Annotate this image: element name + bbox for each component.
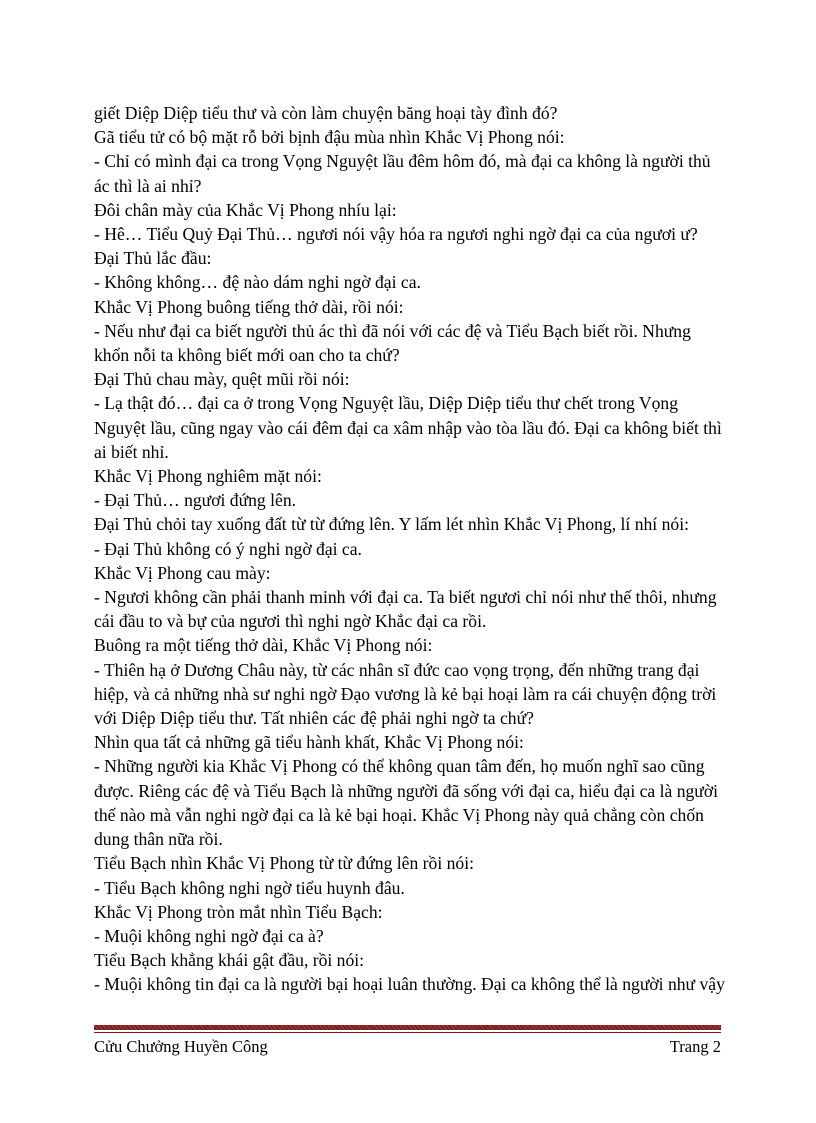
body-line: - Đại Thủ… ngươi đứng lên. <box>94 490 297 511</box>
body-line: với Diệp Diệp tiểu thư. Tất nhiên các đệ phải nghi ngờ ta chứ? <box>94 708 534 729</box>
footer-page-number: Trang 2 <box>669 1037 721 1056</box>
body-line: ác thì là ai nhỉ? <box>94 175 202 196</box>
body-line: - Tiểu Bạch không nghi ngờ tiểu huynh đâu. <box>94 877 405 898</box>
body-line: Nhìn qua tất cả những gã tiểu hành khất, Khắc Vị Phong nói: <box>94 732 524 753</box>
body-line: Tiểu Bạch nhìn Khắc Vị Phong từ từ đứng lên rồi nói: <box>94 853 474 874</box>
body-line: Đôi chân mày của Khắc Vị Phong nhíu lại: <box>94 199 397 220</box>
body-line: - Thiên hạ ở Dương Châu này, từ các nhân sĩ đức cao vọng trọng, đến những trang đại <box>94 659 700 680</box>
body-line: Đại Thủ chỏi tay xuống đất từ từ đứng lên. Y lấm lét nhìn Khắc Vị Phong, lí nhí nói: <box>94 514 689 535</box>
body-line: Buông ra một tiếng thở dài, Khắc Vị Phong nói: <box>94 635 433 656</box>
footer-divider-thin <box>94 1032 721 1033</box>
body-line: được. Riêng các đệ và Tiểu Bạch là những người đã sống với đại ca, hiểu đại ca là người <box>94 780 719 801</box>
body-line: - Nếu như đại ca biết người thủ ác thì đã nói với các đệ và Tiểu Bạch biết rồi. Nhưng <box>94 320 691 341</box>
body-line: Khắc Vị Phong tròn mắt nhìn Tiểu Bạch: <box>94 901 383 922</box>
body-line: - Đại Thủ không có ý nghi ngờ đại ca. <box>94 538 362 559</box>
body-line: - Lạ thật đó… đại ca ở trong Vọng Nguyệt lầu, Diệp Diệp tiểu thư chết trong Vọng <box>94 393 678 414</box>
footer-book-title: Cửu Chưởng Huyền Công <box>94 1037 268 1056</box>
body-line: Tiểu Bạch khẳng khái gật đầu, rồi nói: <box>94 950 365 971</box>
body-line: khốn nỗi ta không biết mới oan cho ta chứ? <box>94 345 400 366</box>
body-line: hiệp, và cả những nhà sư nghi ngờ Đạo vương là kẻ bại hoại làm ra cái chuyện động trời <box>94 683 717 704</box>
body-line: Đại Thủ chau mày, quệt mũi rồi nói: <box>94 369 350 390</box>
body-line: thế nào mà vẫn nghi ngờ đại ca là kẻ bại hoại. Khắc Vị Phong này quả chẳng còn chốn <box>94 804 704 825</box>
body-line: giết Diệp Diệp tiểu thư và còn làm chuyện băng hoại tày đình đó? <box>94 103 558 123</box>
body-line: - Muội không tin đại ca là người bại hoại luân thường. Đại ca không thể là người như vậy <box>94 974 725 995</box>
body-line: - Không không… đệ nào dám nghi ngờ đại ca. <box>94 272 421 293</box>
body-line: Gã tiểu tử có bộ mặt rỗ bởi bịnh đậu mùa nhìn Khắc Vị Phong nói: <box>94 127 565 148</box>
body-line: Khắc Vị Phong buông tiếng thở dài, rồi nói: <box>94 296 404 317</box>
body-line: - Chỉ có mình đại ca trong Vọng Nguyệt lầu đêm hôm đó, mà đại ca không là người thủ <box>94 151 711 172</box>
body-line: dung thân nữa rồi. <box>94 829 223 850</box>
body-line: Khắc Vị Phong cau mày: <box>94 562 271 583</box>
body-line: - Muội không nghi ngờ đại ca à? <box>94 925 324 946</box>
body-line: - Hê… Tiểu Quỷ Đại Thủ… ngươi nói vậy hóa ra ngươi nghi ngờ đại ca của ngươi ư? <box>94 224 698 245</box>
body-line: - Những người kia Khắc Vị Phong có thể không quan tâm đến, họ muốn nghĩ sao cũng <box>94 756 705 777</box>
page-footer <box>94 1036 721 1058</box>
body-line: Khắc Vị Phong nghiêm mặt nói: <box>94 466 322 487</box>
body-line: Đại Thủ lắc đầu: <box>94 248 212 269</box>
body-line: ai biết nhỉ. <box>94 441 169 462</box>
body-line: Nguyệt lầu, cũng ngay vào cái đêm đại ca xâm nhập vào tòa lầu đó. Đại ca không biết thì <box>94 417 722 438</box>
page-body <box>94 101 734 997</box>
footer-divider-thick <box>94 1025 721 1030</box>
body-line: - Ngươi không cần phải thanh minh với đại ca. Ta biết ngươi chỉ nói như thế thôi, nhưng <box>94 587 717 608</box>
body-line: cái đầu to và bự của ngươi thì nghi ngờ Khắc đại ca rồi. <box>94 611 487 632</box>
